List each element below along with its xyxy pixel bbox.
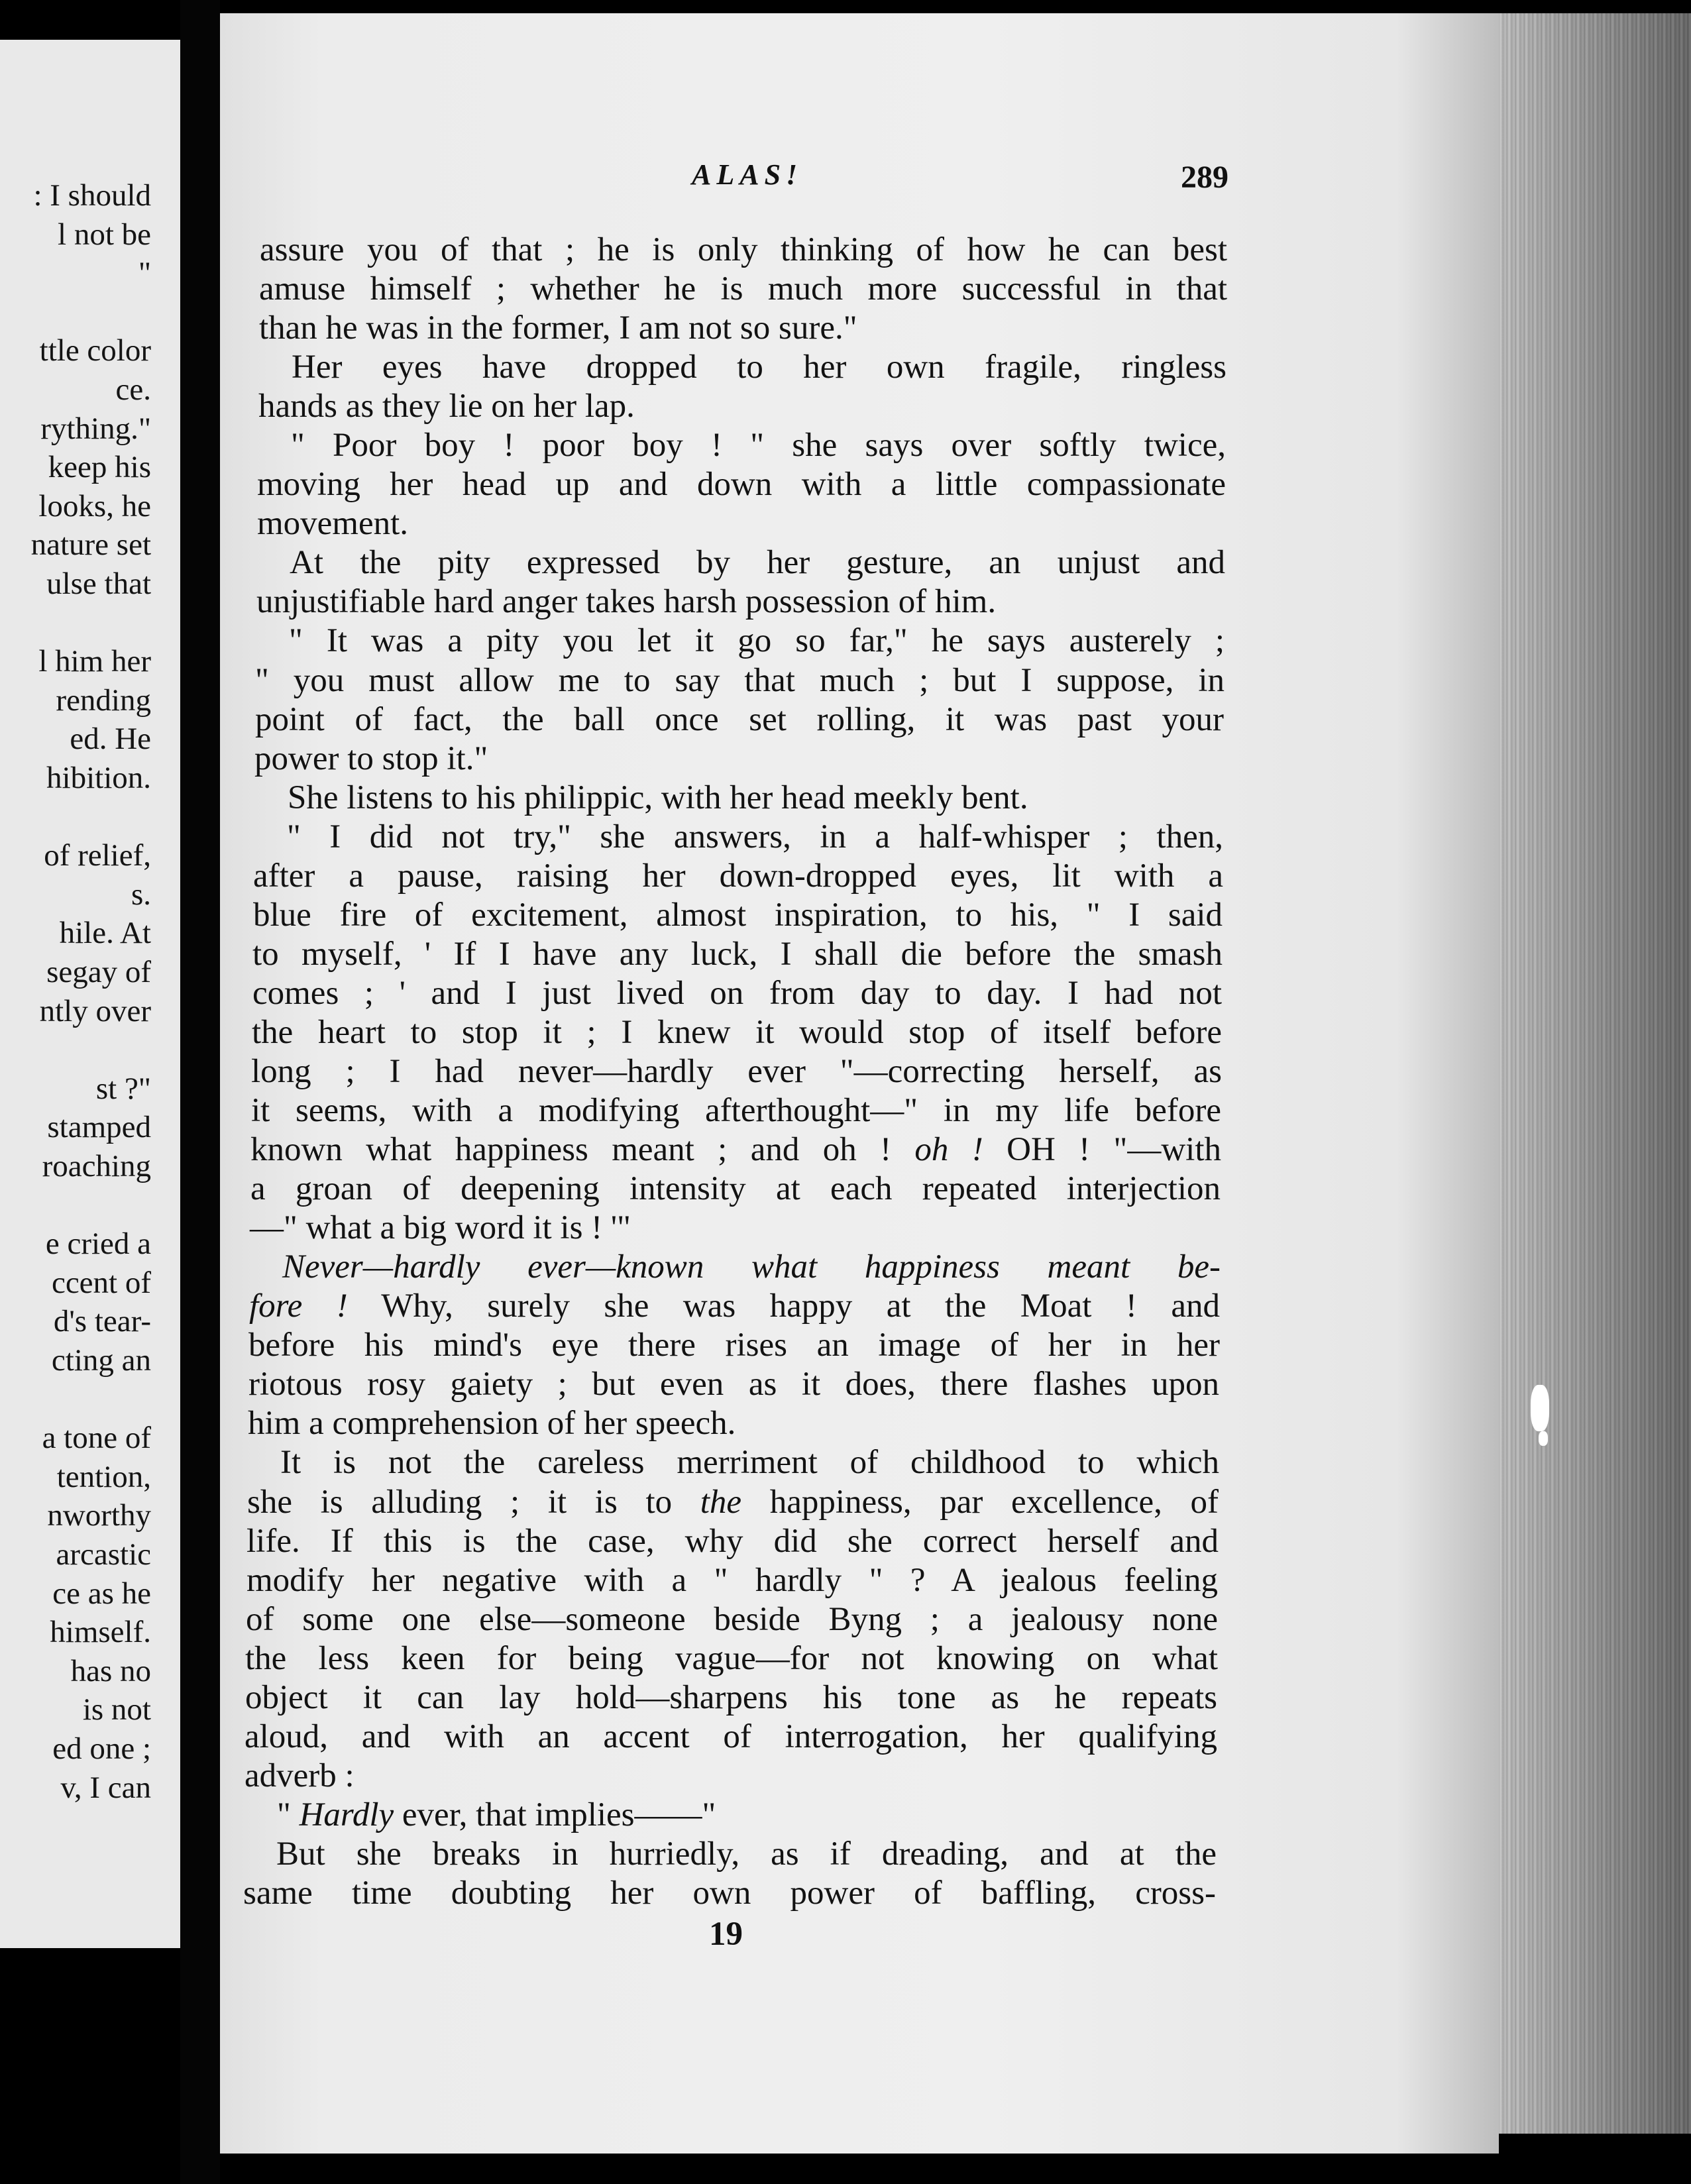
body-line: [254, 742, 488, 776]
body-line: [277, 1798, 716, 1832]
body-line: [257, 507, 408, 541]
line-text: object it can lay hold—sharpens his tone as he repeats: [245, 1679, 1217, 1716]
line-text: Her eyes have dropped to her own fragile, ringless: [292, 349, 1227, 386]
body-line: [250, 1211, 631, 1245]
body-line: [258, 390, 635, 423]
left-page-line: ccent of: [51, 1265, 151, 1300]
left-page-line: d's tear-: [53, 1304, 151, 1339]
body-line: [250, 1172, 1221, 1206]
body-line: [252, 1016, 1222, 1050]
body-line: [252, 977, 1222, 1010]
line-text: amuse himself ; whether he is much more successful in that: [259, 270, 1227, 307]
body-line: [260, 233, 1227, 267]
body-line: [292, 351, 1227, 384]
body-line: [290, 546, 1225, 580]
italic-text: oh !: [914, 1131, 983, 1168]
line-text: " Poor boy ! poor boy ! " she says over softly twice,: [291, 427, 1226, 464]
body-line: [255, 703, 1224, 737]
line-text: " you must allow me to say that much ; but I suppose, in: [255, 662, 1225, 699]
body-line: [250, 1133, 1221, 1167]
line-text: long ; I had never—hardly ever "—correcting herself, as: [251, 1053, 1222, 1090]
italic-text: the: [700, 1484, 742, 1521]
left-page-line: arcastic: [56, 1537, 151, 1572]
line-text: " I did not try," she answers, in a half-whisper ; then,: [287, 818, 1223, 855]
left-page-line: segay of: [46, 955, 151, 989]
left-page-line: rending: [56, 682, 151, 718]
left-page-line: l not be: [58, 217, 151, 252]
left-page-line: hibition.: [46, 761, 151, 795]
line-text: the less keen for being vague—for not knowing on what: [245, 1640, 1218, 1677]
left-page-line: ": [138, 256, 151, 291]
left-page-line: ttle color: [39, 333, 151, 368]
line-text: —" what a big word it is ! '": [250, 1209, 631, 1246]
line-text: adverb :: [245, 1757, 355, 1794]
body-line: [259, 311, 857, 345]
left-page-line: s.: [131, 877, 151, 912]
left-page-line: has no: [70, 1653, 151, 1688]
line-text: hands as they lie on her lap.: [258, 388, 635, 425]
left-page-line: ce as he: [52, 1576, 151, 1611]
body-line: [251, 1094, 1221, 1128]
line-text: aloud, and with an accent of interrogation, her qualifying: [245, 1718, 1217, 1755]
line-text: a groan of deepening intensity at each repeated interjection: [250, 1170, 1221, 1207]
line-text: known what happiness meant ; and oh !: [250, 1131, 915, 1168]
body-line: [289, 624, 1225, 658]
body-line: [251, 1055, 1222, 1089]
body-line: [256, 585, 996, 619]
body-line: [249, 1289, 1220, 1323]
body-line: [287, 820, 1223, 854]
body-line: [245, 1681, 1217, 1715]
left-page-line: ed. He: [70, 722, 151, 757]
body-line: [248, 1407, 736, 1441]
running-head: ALAS!: [692, 158, 803, 191]
line-text: But she breaks in hurriedly, as if dreading, and at the: [276, 1835, 1217, 1873]
line-text: him a comprehension of her speech.: [248, 1405, 736, 1442]
body-line: [246, 1525, 1219, 1558]
left-page-line: nature set: [30, 527, 151, 563]
left-page-line: rything.": [40, 411, 151, 446]
line-text: riotous rosy gaiety ; but even as it does, there flashes upon: [248, 1366, 1219, 1403]
line-text: OH ! "—with: [983, 1131, 1222, 1168]
line-text: moving her head up and down with a little compassionate: [257, 466, 1226, 503]
line-text: Why, surely she was happy at the Moat ! and: [347, 1287, 1220, 1325]
line-text: the heart to stop it ; I knew it would stop of itself before: [252, 1014, 1222, 1051]
line-text: she is alluding ; it is to: [247, 1484, 700, 1521]
left-page-line: ntly over: [39, 993, 151, 1028]
body-line: [253, 859, 1223, 893]
line-text: assure you of that ; he is only thinking of how he can best: [260, 231, 1227, 268]
line-text: modify her negative with a " hardly " ? A jealous feeling: [246, 1562, 1218, 1599]
body-line: [246, 1603, 1218, 1637]
body-line: [245, 1759, 355, 1793]
left-page-line: is not: [82, 1692, 151, 1727]
body-line: [253, 899, 1223, 932]
left-page-line: ed one ;: [52, 1731, 151, 1766]
line-text: unjustifiable hard anger takes harsh possession of him.: [256, 583, 997, 620]
line-text: ever, that implies——": [394, 1796, 716, 1833]
paper-speck: [1531, 1385, 1549, 1431]
left-page-line: looks, he: [38, 488, 151, 523]
body-line: [252, 938, 1223, 971]
body-line: [248, 1329, 1220, 1362]
body-line: [280, 1446, 1219, 1480]
line-text: blue fire of excitement, almost inspiration, to his, " I said: [253, 897, 1223, 934]
line-text: before his mind's eye there rises an image of her in her: [248, 1327, 1220, 1364]
left-page-line: cting an: [51, 1343, 151, 1378]
paper-speck: [1539, 1431, 1548, 1446]
body-line: [257, 468, 1226, 502]
line-text: ": [277, 1796, 300, 1833]
left-page-line: hile. At: [59, 916, 151, 951]
line-text: At the pity expressed by her gesture, an unjust and: [290, 544, 1225, 581]
body-line: [259, 272, 1227, 306]
left-page-line: himself.: [50, 1615, 151, 1650]
italic-text: Hardly: [299, 1796, 394, 1833]
line-text: happiness, par excellence, of: [741, 1484, 1219, 1521]
line-text: of some one else—someone beside Byng ; a jealousy none: [246, 1601, 1218, 1638]
line-text: comes ; ' and I just lived on from day to day. I had not: [252, 975, 1222, 1012]
left-page-line: nworthy: [47, 1498, 151, 1533]
left-page-line: a tone of: [42, 1421, 151, 1456]
italic-text: fore !: [249, 1287, 348, 1325]
line-text: same time doubting her own power of baffling, cross-: [243, 1875, 1216, 1912]
body-line: [247, 1486, 1219, 1519]
body-line: [243, 1877, 1216, 1910]
body-line: [291, 429, 1226, 463]
line-text: life. If this is the case, why did she correct herself and: [246, 1523, 1219, 1560]
left-page-line: keep his: [48, 450, 151, 485]
left-page-line: tention,: [56, 1459, 151, 1494]
line-text: after a pause, raising her down-dropped eyes, lit with a: [253, 857, 1223, 895]
left-page-line: : I should: [33, 178, 151, 213]
line-text: She listens to his philippic, with her head meekly bent.: [288, 779, 1028, 816]
body-line: [288, 781, 1028, 815]
body-line: [246, 1564, 1218, 1598]
line-text: than he was in the former, I am not so sure.": [259, 309, 857, 347]
left-page-line: roaching: [42, 1149, 151, 1183]
line-text: to myself, ' If I have any luck, I shall die before the smash: [252, 936, 1223, 973]
body-line: [276, 1837, 1217, 1871]
left-page-line: st ?": [95, 1071, 151, 1106]
italic-text: Never—hardly ever—known what happiness meant be-: [282, 1248, 1221, 1285]
left-page-line: ce.: [115, 372, 151, 407]
line-text: movement.: [257, 505, 409, 542]
line-text: " It was a pity you let it go so far," he says austerely ;: [289, 622, 1225, 659]
page-number: 289: [1181, 160, 1228, 195]
left-page-line: e cried a: [45, 1227, 151, 1262]
left-page-line: ulse that: [46, 567, 151, 601]
line-text: point of fact, the ball once set rolling, it was past your: [255, 701, 1224, 738]
body-line: [245, 1720, 1217, 1754]
line-text: it seems, with a modifying afterthought—" in my life before: [251, 1092, 1221, 1129]
left-page-line: v, I can: [60, 1770, 151, 1805]
signature-mark: 19: [709, 1916, 743, 1953]
body-line: [245, 1642, 1218, 1676]
left-page-line: l him her: [38, 644, 151, 679]
line-text: It is not the careless merriment of childhood to which: [280, 1444, 1219, 1481]
body-line: [248, 1368, 1219, 1401]
line-text: power to stop it.": [254, 740, 488, 777]
body-line: [282, 1250, 1221, 1284]
left-page-line: stamped: [47, 1110, 151, 1145]
left-page-line: of relief,: [44, 838, 151, 873]
body-line: [255, 664, 1225, 698]
